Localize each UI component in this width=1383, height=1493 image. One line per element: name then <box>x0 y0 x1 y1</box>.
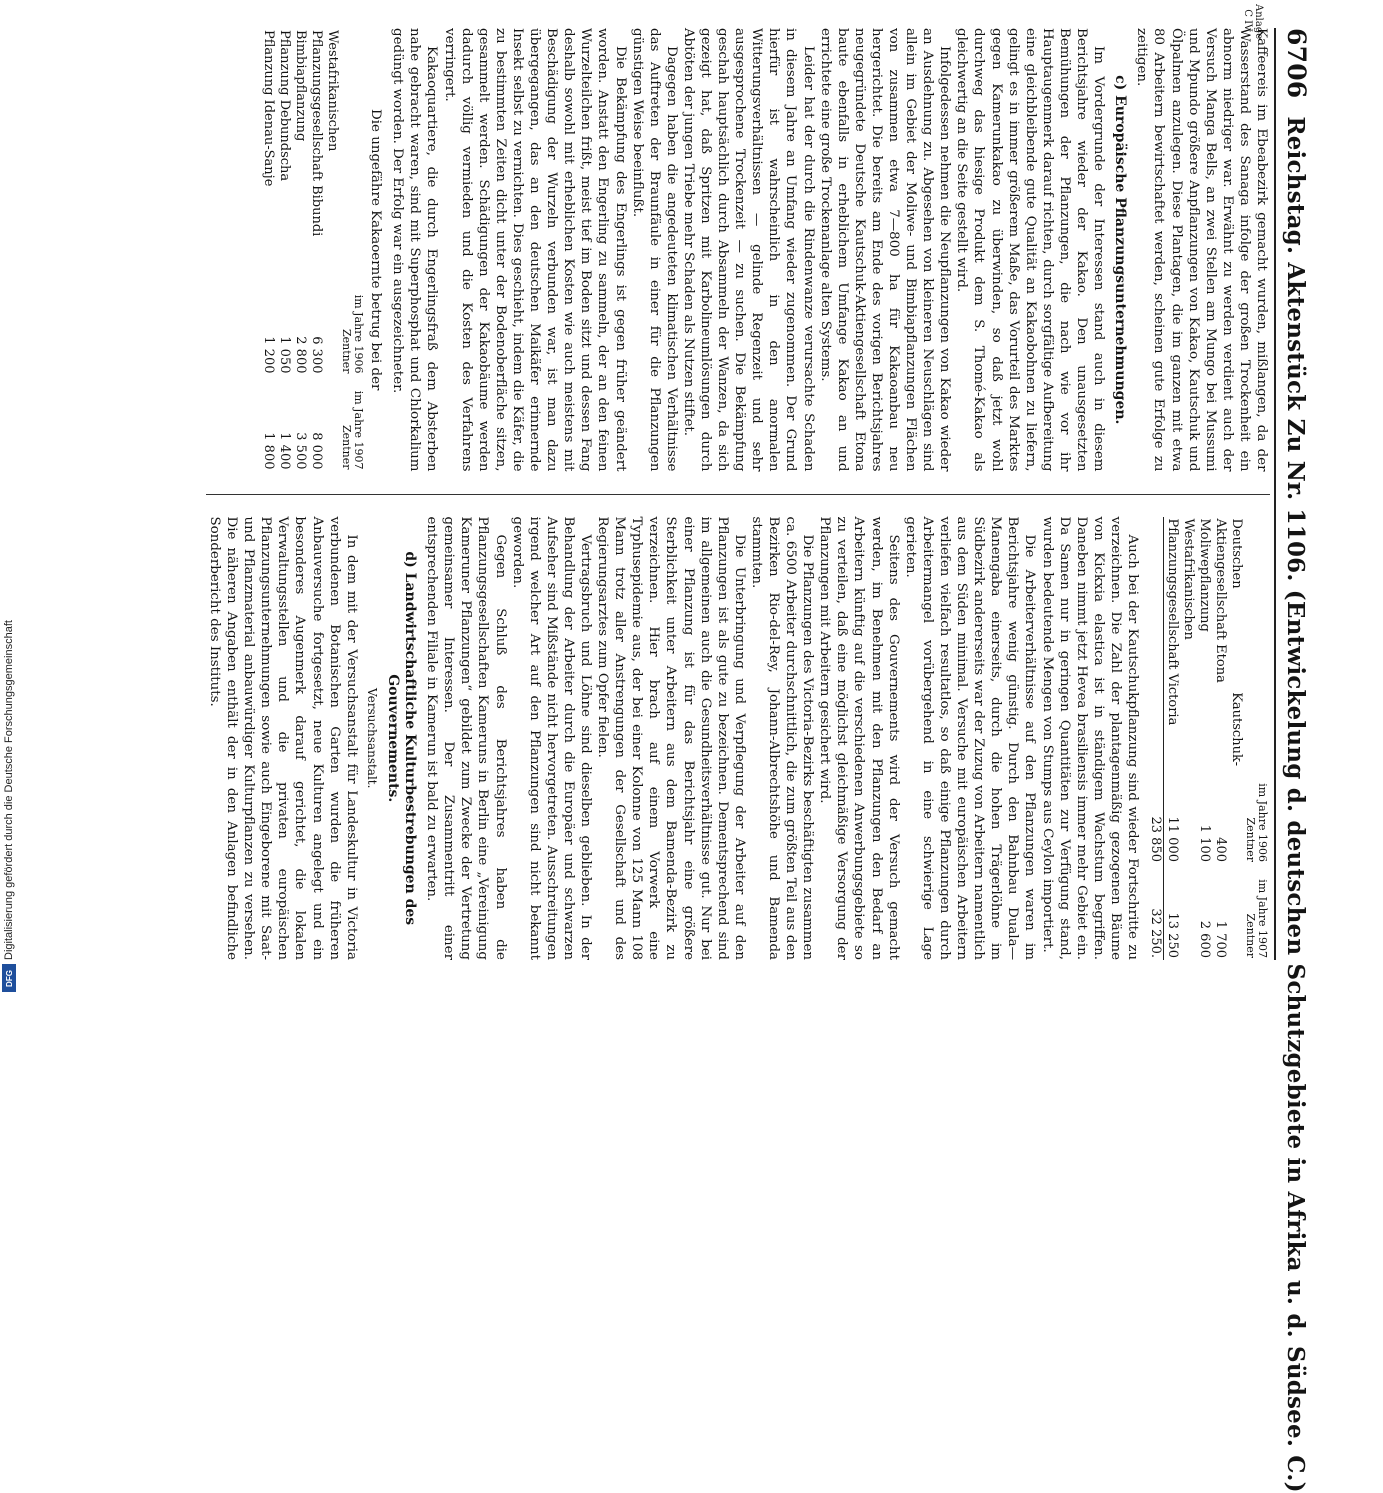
table-row <box>292 28 308 472</box>
row-name: Moliwepflanzung <box>1197 518 1212 632</box>
paragraph: Die Bekämpfung des Engerlings ist gegen früher geändert worden. Anstatt den Engerling zu sammeln, der an den feinen Wurzelteilchen frißt, meist tief im Boden sitzt und dessen Fang deshalb sowohl mit erheblichen Kosten wie auch meistens mit Beschädigung der Wurzeln verbunden war, ist man dazu übergegangen, das an den deutschen Maikäfer erinnernde Insekt selbst zu vernichten. Dies geschieht, indem die Käfer, die zu bestimmten Zeiten dicht unter der Bodenoberfläche sitzen, gesammelt werden. Schädigungen der Kakaobäume werden dadurch völlig vermieden und die Kosten des Verfahrens verringert. <box>441 28 628 472</box>
paragraph: Im Vordergrunde der Interessen stand auch in diesem Berichtsjahre wieder der Kakao. Den unausgesetzten Bemühungen der Pflanzungen, die nach wie vor ihr Hauptaugenmerk darauf richten, durch sorgfältige Aufbereitung eine gleichbleibende gute Qualität an Kakaobohnen zu liefern, gelingt es in immer größerem Maße, das Vorurteil des Marktes gegen Kamerunkakao zu überwinden, so daß jetzt wohl durchweg das hiesige Produkt dem S. Thomé-Kakao als gleichwertig an die Seite gestellt wird. <box>954 28 1107 472</box>
right-column <box>206 517 1270 961</box>
table-row <box>1196 517 1212 961</box>
table-header-row <box>1244 517 1268 961</box>
paragraph: Vertragsbruch und Löhne sind dieselben geblieben. In der Behandlung der Arbeiter durch die Europäer und schwarzen Aufseher sind Mißstände nicht hervorgetreten. Ausschreitungen irgend welcher Art auf den Pflanzungen sind nicht bekannt geworden. <box>509 516 593 960</box>
cell-1906: 400 <box>1213 837 1228 862</box>
paragraph: Gegen Schluß des Berichtsjahres haben die Pflanzungsgesellschaften Kameruns in Berlin eine „Vereinigung Kameruner Pflanzungen“ gebildet zum Zwecke der Vertretung gemeinsamer Interessen. Der Zusammentritt einer entsprechenden Filiale in Kamerun ist bald zu erwarten. <box>424 516 508 960</box>
section-c-heading: c) Europäische Pflanzungsunternehmungen. <box>1112 75 1129 425</box>
cell-1907: 8 000 <box>309 432 325 470</box>
paragraph: Die Pflanzungen des Victoria-Bezirks beschäftigten zusammen ca. 6500 Arbeiter durchschnittlich, die zum größten Teil aus den Bezirken Rio-del-Rey, Johann-Albrechtshöhe und Bamenda stammten. <box>748 516 816 960</box>
paragraph: Infolgedessen nehmen die Neupflanzungen von Kakao wieder an Ausdehnung zu. Abgesehen von kleineren Neuschlägen sind allein im Gebiet der Moliwe- und Bimbiapflanzungen Flächen von zusammen etwa 7—800 ha für Kakaoanbau neu hergerichtet. Die bereits am Ende des vorigen Berichtsjahres neugegründete Deutsche Kautschuk-Aktiengesellschaft Etona baute ebenfalls in erheblichem Umfange Kakao an und errichtete eine große Trockenanlage alten Systems. <box>817 28 953 472</box>
cell-1907: 1 700 <box>1213 920 1228 958</box>
cell-1906: 2 800 <box>293 336 309 374</box>
cell-1906: 1 200 <box>261 336 277 374</box>
paragraph: In dem mit der Versuchsanstalt für Landeskultur in Victoria verbundenen Botanischen Garten wurden die früheren Anbauversuche fortgesetzt, neue Kulturen angelegt und ein besonderes Augenmerk darauf gerichtet, die lokalen Verwaltungsstellen und die privaten europäischen Pflanzungsunternehmungen sowie auch Eingeborene mit Saat- und Pflanzmaterial anbauwürdiger Kulturpflanzen zu versehen. Die näheren Angaben enthält der in den Anlagen befindliche Sonderbericht des Instituts. <box>207 516 359 960</box>
row-name: Pflanzung Debundscha <box>277 30 293 182</box>
row-name: Westafrikanischen Pflanzungsgesellschaft Victoria <box>1165 518 1196 726</box>
col-header-1907: im Jahre 1907 Zentner <box>1244 879 1269 958</box>
page-title: Reichstag. Aktenstück Zu Nr. 1106. (Entwickelung d. deutschen Schutzgebiete in Afrika u. d. Südsee. C.) <box>1282 116 1309 1493</box>
cell-1906: 11 000 <box>1165 816 1180 862</box>
page-header <box>1282 28 1315 1493</box>
page-number: 6706 <box>1282 28 1311 99</box>
table-row <box>260 28 276 472</box>
cell-1906: 1 050 <box>277 336 293 374</box>
document-page <box>75 0 1315 1493</box>
margin-note: Anlage C IV. <box>1242 4 1264 40</box>
cacao-harvest-table-continued <box>1147 517 1268 961</box>
cell-1906: 1 100 <box>1197 824 1212 862</box>
paragraph: Die Unterbringung und Verpflegung der Arbeiter auf den Pflanzungen ist als gute zu bezeichnen. Dementsprechend sind im allgemeinen auch die Gesundheitsverhältnisse gut. Nur bei einer Pflanzung ist für das Berichtsjahr eine größere Sterblichkeit unter Arbeitern aus dem Bamenda-Bezirk zu verzeichnen. Hier brach auf einem Vorwerk eine Typhusepidemie aus, der bei einer Kolonne von 125 Mann 108 Mann trotz aller Anstrengungen der Gesellschaft und des Regierungsarztes zum Opfer fielen. <box>595 516 747 960</box>
two-column-body <box>206 4 1270 960</box>
table-row <box>276 28 292 472</box>
paragraph: Auch bei der Kautschukpflanzung sind wieder Fortschritte zu verzeichnen. Die Zahl der plantagenmäßig gezogenen Bäume von Kickxia elastica ist in ständigem Wachstum begriffen. Daneben nimmt jetzt Hevea brasiliensis immer mehr Gebiet ein. Da Samen nur in geringen Quantitäten zur Verfügung stand, wurden bedeutende Mengen von Stumps aus Ceylon importiert. <box>1039 516 1140 960</box>
paragraph: Leider hat der durch die Rindenwanze verursachte Schaden in diesem Jahre an Umfang wieder zugenommen. Der Grund hierfür ist wahrscheinlich in den anormalen Witterungsverhältnissen — gelinde Regenzeit und sehr ausgesprochene Trockenzeit — zu suchen. Die Bekämpfung geschah hauptsächlich durch Absammeln der Wanzen, da sich gezeigt hat, daß Spritzen mit Karbolineumlösungen durch Abtöten der jungen Triebe mehr Schaden als Nutzen stiftet. <box>680 28 816 472</box>
dfg-logo-text: DFG <box>4 969 14 987</box>
cell-1907: 3 500 <box>293 432 309 470</box>
cell-1907: 13 250 <box>1165 912 1180 958</box>
paragraph: Kakaoquartiere, die durch Engerlingsfraß dem Absterben nahe gebracht waren, sind mit Superphosphat und Chlorkalium gedüngt worden. Der Erfolg war ein ausgezeichneter. <box>390 28 440 472</box>
paragraph: Dagegen haben die angedeuteten klimatischen Verhältnisse das Auftreten der Braunfäule in einer für die Pflanzungen günstigen Weise beeinflußt. <box>629 28 679 472</box>
cell-1907: 1 400 <box>277 432 293 470</box>
column-divider <box>206 494 1270 495</box>
intro-paragraph: Kaffeereis im Ebeabezirk gemacht wurden, mißlangen, da der Wasserstand des Sanaga infolge der großen Trockenheit ein abnorm niedriger war. Erwähnt zu werden verdient auch der Versuch Manga Bells, an zwei Stellen am Mungo bei Mussumi und Mpundo größere Anpflanzungen von Kakao, Kautschuk und Ölpalmen anzulegen. Diese Plantagen, die im ganzen mit etwa 80 Arbeitern bewirtschaftet werden, scheinen gute Erfolge zu zeitigen. <box>1134 28 1269 472</box>
left-column <box>206 28 1270 472</box>
table-row <box>1212 517 1244 961</box>
row-name: Pflanzung Idenau-Sanje <box>261 30 277 187</box>
cell-1907: 1 800 <box>261 432 277 470</box>
col-header-1907: im Jahre 1907 Zentner <box>340 390 366 470</box>
header-rule <box>1274 28 1276 960</box>
row-name: Westafrikanischen Pflanzungsgesellschaft Bibundi <box>309 30 341 237</box>
table-row <box>308 28 340 472</box>
cacao-harvest-table <box>260 28 364 472</box>
table-row <box>1164 517 1197 961</box>
table-header-row <box>340 28 364 472</box>
cacao-harvest-intro: Die ungefähre Kakaoernte betrug bei der <box>368 109 384 391</box>
row-name: Bimbiapflanzung <box>293 30 309 142</box>
col-header-1906: im Jahre 1906 Zentner <box>1244 783 1269 862</box>
cell-1906: 6 300 <box>309 336 325 374</box>
paragraph: Die Arbeiterverhältnisse auf den Pflanzungen waren im Berichtsjahre wenig günstig. Durch den Bahnbau Duala—Manengaba einerseits, durch die hohen Trägerlöhne im Südbezirk andererseits war der Zuzug von Arbeitern namentlich aus dem Süden minimal. Versuche mit europäischen Arbeitern verliefen vielfach resultatlos, so daß einige Pflanzungen durch Arbeitermangel vorübergehend in eine schwierige Lage gerieten. <box>902 516 1038 960</box>
total-1907: 32 250. <box>1147 864 1164 960</box>
col-header-1906: im Jahre 1906 Zentner <box>340 294 366 374</box>
section-d-heading: d) Landwirtschaftliche Kulturbestrebungen des Gouvernements. <box>384 551 419 926</box>
section-d-subheading: Versuchsanstalt. <box>364 688 379 789</box>
row-name: Deutschen Kautschuk-Aktiengesellschaft Etona <box>1213 518 1244 766</box>
dfg-logo <box>2 964 16 992</box>
paragraph: Seitens des Gouvernements wird der Versuch gemacht werden, im Benehmen mit den Pflanzungen den Bedarf an Arbeitern künftig auf die verschiedenen Anwerbungsgebiete so zu verteilen, daß eine möglichst gleichmäßige Versorgung der Pflanzungen mit Arbeitern gesichert wird. <box>817 516 901 960</box>
total-1906: 23 850 <box>1147 768 1164 864</box>
table-total-row <box>1147 517 1164 961</box>
funding-credit: Digitalisierung gefördert durch die Deutsche Forschungsgemeinschaft <box>3 620 15 960</box>
cell-1907: 2 600 <box>1197 920 1212 958</box>
